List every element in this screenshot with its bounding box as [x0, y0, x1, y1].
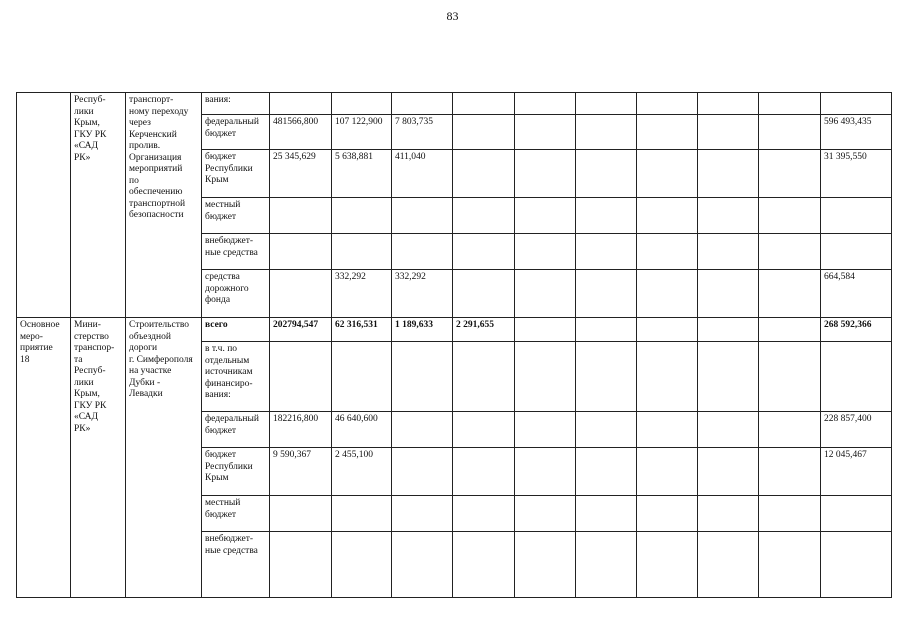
empty-cell: [637, 198, 698, 234]
value-cell: [270, 93, 332, 115]
funding-source-cell: всего: [202, 318, 270, 342]
empty-cell: [637, 93, 698, 115]
empty-cell: [759, 342, 821, 412]
value-cell: [332, 198, 392, 234]
empty-cell: [576, 234, 637, 270]
empty-cell: [759, 198, 821, 234]
empty-cell: [515, 532, 576, 598]
value-cell: 1 189,633: [392, 318, 453, 342]
empty-cell: [698, 198, 759, 234]
value-cell: 46 640,600: [332, 412, 392, 448]
empty-cell: [453, 198, 515, 234]
value-cell: [332, 93, 392, 115]
value-cell: [392, 496, 453, 532]
empty-cell: [515, 496, 576, 532]
value-cell: [392, 198, 453, 234]
value-cell: [270, 342, 332, 412]
funding-source-cell: бюджет Республики Крым: [202, 448, 270, 496]
empty-cell: [576, 412, 637, 448]
value-cell: 25 345,629: [270, 150, 332, 198]
value-cell: 107 122,900: [332, 115, 392, 150]
empty-cell: [759, 234, 821, 270]
value-cell: 2 291,655: [453, 318, 515, 342]
empty-cell: [698, 115, 759, 150]
value-cell: [453, 532, 515, 598]
empty-cell: [759, 448, 821, 496]
empty-cell: [698, 270, 759, 318]
funding-source-cell: средства дорожного фонда: [202, 270, 270, 318]
empty-cell: [759, 270, 821, 318]
total-cell: 12 045,467: [821, 448, 892, 496]
empty-cell: [453, 93, 515, 115]
empty-cell: [698, 412, 759, 448]
table-row: [17, 93, 892, 115]
empty-cell: [637, 115, 698, 150]
empty-cell: [453, 270, 515, 318]
empty-cell: [637, 150, 698, 198]
empty-cell: [698, 93, 759, 115]
measure-name-cell: Основное меро- приятие 18: [17, 318, 71, 598]
measure-description-cell: Строительство объездной дороги г. Симферополя на участке Дубки - Левадки: [126, 318, 202, 598]
empty-cell: [515, 448, 576, 496]
empty-cell: [698, 318, 759, 342]
empty-cell: [515, 234, 576, 270]
empty-cell: [759, 412, 821, 448]
empty-cell: [453, 115, 515, 150]
empty-cell: [453, 150, 515, 198]
value-cell: 202794,547: [270, 318, 332, 342]
empty-cell: [637, 496, 698, 532]
funding-source-cell: внебюджет- ные средства: [202, 234, 270, 270]
empty-cell: [515, 198, 576, 234]
funding-source-cell: местный бюджет: [202, 198, 270, 234]
value-cell: 182216,800: [270, 412, 332, 448]
empty-cell: [637, 412, 698, 448]
funding-source-cell: бюджет Республики Крым: [202, 150, 270, 198]
value-cell: [332, 496, 392, 532]
value-cell: [332, 234, 392, 270]
total-cell: 596 493,435: [821, 115, 892, 150]
empty-cell: [698, 150, 759, 198]
total-cell: [821, 342, 892, 412]
empty-cell: [698, 496, 759, 532]
value-cell: 332,292: [392, 270, 453, 318]
empty-cell: [759, 318, 821, 342]
empty-cell: [698, 532, 759, 598]
empty-cell: [637, 318, 698, 342]
empty-cell: [637, 448, 698, 496]
value-cell: 7 803,735: [392, 115, 453, 150]
value-cell: [392, 93, 453, 115]
value-cell: 481566,800: [270, 115, 332, 150]
empty-cell: [637, 270, 698, 318]
measure-description-cell: транспорт- ному переходу через Керченский пролив. Организация мероприятий по обеспечению транспортной безопасности: [126, 93, 202, 318]
value-cell: [332, 342, 392, 412]
value-cell: [392, 448, 453, 496]
value-cell: 2 455,100: [332, 448, 392, 496]
value-cell: [270, 496, 332, 532]
empty-cell: [515, 412, 576, 448]
empty-cell: [698, 342, 759, 412]
empty-cell: [576, 448, 637, 496]
empty-cell: [576, 198, 637, 234]
empty-cell: [453, 234, 515, 270]
empty-cell: [637, 234, 698, 270]
empty-cell: [576, 150, 637, 198]
funding-source-cell: вания:: [202, 93, 270, 115]
value-cell: [270, 270, 332, 318]
empty-cell: [515, 342, 576, 412]
page-number: 83: [446, 9, 459, 23]
executor-cell: Мини- стерство транспор- та Респуб- лики Крым, ГКУ РК «САД РК»: [71, 318, 126, 598]
empty-cell: [515, 93, 576, 115]
value-cell: [392, 234, 453, 270]
empty-cell: [576, 93, 637, 115]
empty-cell: [515, 150, 576, 198]
empty-cell: [698, 234, 759, 270]
funding-source-cell: в т.ч. по отдельным источникам финансиро- вания:: [202, 342, 270, 412]
value-cell: 332,292: [332, 270, 392, 318]
empty-cell: [637, 532, 698, 598]
empty-cell: [576, 342, 637, 412]
empty-cell: [759, 532, 821, 598]
total-cell: 664,584: [821, 270, 892, 318]
funding-source-cell: федеральный бюджет: [202, 115, 270, 150]
total-cell: [821, 93, 892, 115]
funding-source-cell: федеральный бюджет: [202, 412, 270, 448]
empty-cell: [759, 115, 821, 150]
value-cell: [453, 448, 515, 496]
empty-cell: [759, 93, 821, 115]
value-cell: [270, 532, 332, 598]
value-cell: 411,040: [392, 150, 453, 198]
value-cell: [332, 532, 392, 598]
empty-cell: [637, 342, 698, 412]
total-cell: [821, 234, 892, 270]
empty-cell: [576, 115, 637, 150]
financing-table: [16, 92, 892, 598]
empty-cell: [759, 150, 821, 198]
total-cell: [821, 496, 892, 532]
total-cell: [821, 532, 892, 598]
empty-cell: [515, 115, 576, 150]
value-cell: [453, 342, 515, 412]
value-cell: 5 638,881: [332, 150, 392, 198]
funding-source-cell: местный бюджет: [202, 496, 270, 532]
value-cell: [392, 532, 453, 598]
empty-cell: [576, 496, 637, 532]
value-cell: [270, 234, 332, 270]
value-cell: 9 590,367: [270, 448, 332, 496]
empty-cell: [759, 496, 821, 532]
table-row: [17, 318, 892, 342]
empty-cell: [576, 532, 637, 598]
measure-name-cell: [17, 93, 71, 318]
value-cell: [453, 412, 515, 448]
empty-cell: [515, 318, 576, 342]
value-cell: [270, 198, 332, 234]
executor-cell: Респуб- лики Крым, ГКУ РК «САД РК»: [71, 93, 126, 318]
empty-cell: [576, 270, 637, 318]
funding-source-cell: внебюджет- ные средства: [202, 532, 270, 598]
total-cell: 228 857,400: [821, 412, 892, 448]
value-cell: [453, 496, 515, 532]
value-cell: 62 316,531: [332, 318, 392, 342]
empty-cell: [515, 270, 576, 318]
total-cell: [821, 198, 892, 234]
empty-cell: [698, 448, 759, 496]
value-cell: [392, 342, 453, 412]
total-cell: 31 395,550: [821, 150, 892, 198]
empty-cell: [576, 318, 637, 342]
total-cell: 268 592,366: [821, 318, 892, 342]
value-cell: [392, 412, 453, 448]
